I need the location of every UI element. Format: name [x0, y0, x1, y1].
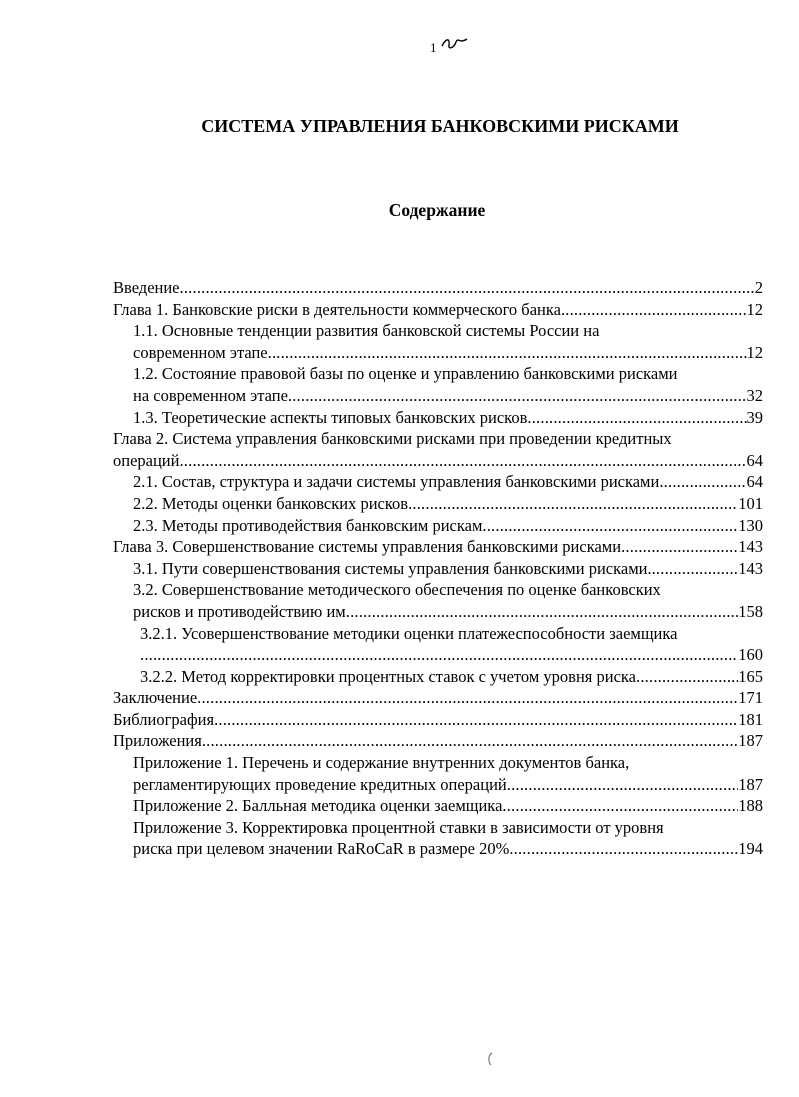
toc-entry-3-1[interactable]: 3.1. Пути совершенствования системы управления банковскими рисками. ..... 143: [113, 558, 763, 580]
toc-page-number: 39: [746, 407, 763, 427]
toc-page-number: 181: [738, 709, 763, 729]
toc-entry-chapter-2-line2[interactable]: операций ..... 64: [113, 450, 763, 472]
toc-page-number: 143: [738, 558, 763, 578]
toc-entry-appendix-1-line1[interactable]: Приложение 1. Перечень и содержание внутренних документов банка,: [133, 753, 630, 773]
toc-entry-2-3[interactable]: 2.3. Методы противодействия банковским рискам ..... 130: [113, 515, 763, 537]
toc-entry-3-2-line1[interactable]: 3.2. Совершенствование методического обеспечения по оценке банковских: [133, 580, 661, 600]
toc-entry-chapter-1[interactable]: Глава 1. Банковские риски в деятельности коммерческого банка ..... 12: [113, 299, 763, 321]
toc-page-number: 194: [738, 839, 763, 859]
contents-heading: Содержание: [388, 200, 486, 220]
toc-entry-appendix-1-line2[interactable]: регламентирующих проведение кредитных операций ..... 187: [113, 774, 763, 796]
toc-page-number: 187: [738, 731, 763, 751]
toc-page-number: 171: [738, 688, 763, 708]
handwritten-mark: [440, 34, 470, 54]
toc-entry-3-2-1-line2[interactable]: [113, 644, 763, 666]
toc-entry-appendix-3-line2[interactable]: риска при целевом значении RaRoCaR в размере 20% ..... 194: [113, 838, 763, 860]
toc-entry-1-2-line2[interactable]: на современном этапе ..... 32: [113, 385, 763, 407]
toc-page-number: 165: [738, 666, 763, 686]
toc-entry-chapter-3[interactable]: Глава 3. Совершенствование системы управления банковскими рисками ..... 143: [113, 536, 763, 558]
scan-mark: [486, 1052, 494, 1066]
page-number: 1: [430, 40, 437, 55]
toc-page-number: 12: [746, 299, 763, 319]
toc-page-number: 64: [746, 472, 763, 492]
toc-page-number: 187: [738, 774, 763, 794]
toc-entry-3-2-2[interactable]: 3.2.2. Метод корректировки процентных ставок с учетом уровня риска ..... 165: [113, 666, 763, 688]
toc-entry-3-2-line2[interactable]: рисков и противодействию им ..... 158: [113, 601, 763, 623]
toc-entry-appendices[interactable]: Приложения ..... 187: [113, 730, 763, 752]
toc-page-number: 12: [746, 342, 763, 362]
toc-entry-bibliography[interactable]: Библиография ..... 181: [113, 709, 763, 731]
toc-page-number: 2: [754, 278, 763, 297]
toc-page-number: 158: [738, 601, 763, 621]
toc-entry-3-2-1-line1[interactable]: 3.2.1. Усовершенствование методики оценки платежеспособности заемщика: [140, 623, 678, 643]
toc-entry-conclusion[interactable]: Заключение ..... 171: [113, 687, 763, 709]
toc-entry-appendix-3-line1[interactable]: Приложение 3. Корректировка процентной ставки в зависимости от уровня: [133, 817, 664, 837]
toc-page-number: 130: [738, 515, 763, 535]
toc-page-number: 143: [738, 537, 763, 557]
document-title: СИСТЕМА УПРАВЛЕНИЯ БАНКОВСКИМИ РИСКАМИ: [201, 116, 679, 136]
toc-page-number: 32: [746, 385, 763, 405]
toc-entry-2-1[interactable]: 2.1. Состав, структура и задачи системы управления банковскими рисками ..... 64: [113, 471, 763, 493]
toc-entry-1-2-line1[interactable]: 1.2. Состояние правовой базы по оценке и управлению банковскими рисками: [133, 364, 678, 384]
toc-page-number: 64: [746, 450, 763, 470]
toc-entry-appendix-2[interactable]: Приложение 2. Балльная методика оценки заемщика ..... 188: [113, 795, 763, 817]
toc-page-number: 160: [738, 645, 763, 665]
toc-entry-1-1-line2[interactable]: современном этапе ..... 12: [113, 342, 763, 364]
toc-page-number: 188: [738, 796, 763, 816]
toc-entry-1-3[interactable]: 1.3. Теоретические аспекты типовых банковских рисков ..... 39: [113, 407, 763, 429]
toc-entry-chapter-2-line1[interactable]: Глава 2. Система управления банковскими рисками при проведении кредитных: [113, 429, 672, 449]
toc-page-number: 101: [738, 493, 763, 513]
toc-entry-intro[interactable]: Введение ..... 2: [113, 277, 763, 299]
table-of-contents: [113, 277, 763, 860]
toc-entry-1-1-line1[interactable]: 1.1. Основные тенденции развития банковской системы России на: [133, 321, 600, 341]
toc-entry-2-2[interactable]: 2.2. Методы оценки банковских рисков ..... 101: [113, 493, 763, 515]
